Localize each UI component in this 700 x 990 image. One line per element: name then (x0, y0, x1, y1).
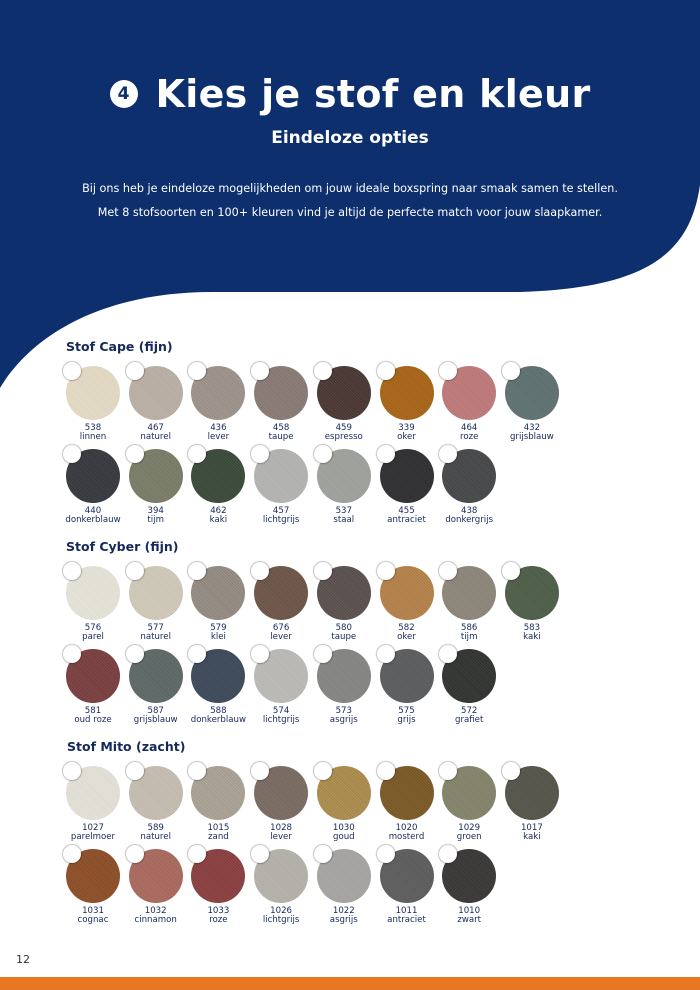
swatch-name: antraciet (387, 515, 426, 525)
fabric-swatch[interactable] (188, 766, 250, 846)
select-circle-icon[interactable] (126, 645, 144, 663)
swatch-code: 1017 (520, 823, 543, 833)
select-circle-icon[interactable] (377, 362, 395, 380)
fabric-swatch[interactable] (251, 849, 313, 929)
swatch-code: 576 (84, 623, 102, 633)
swatch-name: cinnamon (134, 915, 177, 925)
swatch-name: klei (210, 632, 226, 642)
swatch-code: 464 (460, 423, 478, 433)
swatch-code: 467 (147, 423, 164, 433)
fabric-swatch[interactable] (314, 566, 376, 646)
swatch-name: donkergrijs (445, 515, 494, 525)
select-circle-icon[interactable] (502, 562, 520, 580)
swatch-code: 1033 (207, 906, 230, 916)
select-circle-icon[interactable] (126, 362, 144, 380)
fabric-swatch[interactable] (126, 366, 188, 446)
fabric-swatch[interactable] (251, 566, 313, 646)
swatch-code: 676 (272, 623, 290, 633)
swatch-name: lichtgrijs (262, 715, 300, 725)
fabric-swatch[interactable] (188, 649, 250, 729)
fabric-swatch[interactable] (502, 366, 564, 446)
swatch-name: grijsblauw (133, 715, 178, 725)
swatch-code: 572 (460, 706, 478, 716)
select-circle-icon[interactable] (251, 362, 269, 380)
fabric-swatch[interactable] (439, 449, 501, 529)
swatch-code: 577 (147, 623, 164, 633)
swatch-name: roze (459, 432, 479, 442)
fabric-swatch[interactable] (314, 766, 376, 846)
fabric-swatch[interactable] (63, 649, 125, 729)
swatch-code: 538 (84, 423, 102, 433)
swatch-name: antraciet (387, 915, 426, 925)
fabric-swatch[interactable] (377, 649, 439, 729)
fabric-swatch[interactable] (377, 849, 439, 929)
section-title: Stof Cape (fijn) (66, 339, 173, 354)
swatch-name: parelmoer (70, 832, 116, 842)
swatch-code: 440 (84, 506, 102, 516)
select-circle-icon[interactable] (251, 645, 269, 663)
select-circle-icon[interactable] (63, 645, 81, 663)
select-circle-icon[interactable] (314, 645, 332, 663)
swatch-code: 1032 (144, 906, 167, 916)
swatch-code: 1022 (332, 906, 355, 916)
swatch-code: 587 (147, 706, 164, 716)
select-circle-icon[interactable] (377, 645, 395, 663)
swatch-name: tijm (147, 515, 164, 525)
fabric-swatch[interactable] (63, 366, 125, 446)
select-circle-icon[interactable] (314, 562, 332, 580)
select-circle-icon[interactable] (126, 845, 144, 863)
swatch-name: parel (82, 632, 104, 642)
select-circle-icon[interactable] (126, 762, 144, 780)
swatch-name: naturel (140, 432, 171, 442)
swatch-code: 582 (398, 623, 415, 633)
swatch-name: taupe (331, 632, 357, 642)
intro-text-line-1: Bij ons heb je eindeloze mogelijkheden om jouw ideale boxspring naar smaak samen te stellen. (82, 182, 618, 195)
fabric-swatch[interactable] (126, 449, 188, 529)
fabric-swatch[interactable] (188, 366, 250, 446)
select-circle-icon[interactable] (251, 445, 269, 463)
swatch-name: asgrijs (329, 715, 358, 725)
swatch-name: lever (270, 832, 292, 842)
swatch-name: kaki (209, 515, 228, 525)
select-circle-icon[interactable] (314, 445, 332, 463)
swatch-name: lever (207, 432, 230, 442)
swatch-code: 432 (523, 423, 541, 433)
swatch-name: naturel (140, 832, 171, 842)
fabric-swatch[interactable] (439, 766, 501, 846)
swatch-name: grijs (397, 715, 416, 725)
fabric-swatch[interactable] (377, 366, 439, 446)
swatch-name: zwart (457, 915, 482, 925)
swatch-code: 586 (460, 623, 478, 633)
swatch-code: 1015 (207, 823, 230, 833)
swatch-code: 339 (398, 423, 415, 433)
swatch-name: linnen (79, 432, 107, 442)
select-circle-icon[interactable] (63, 845, 81, 863)
select-circle-icon[interactable] (63, 762, 81, 780)
swatch-name: kaki (523, 832, 541, 842)
fabric-swatch[interactable] (251, 649, 313, 729)
swatch-name: oker (397, 432, 416, 442)
fabric-swatch[interactable] (126, 849, 188, 929)
swatch-name: grijsblauw (509, 432, 554, 442)
swatch-code: 394 (147, 506, 164, 516)
fabric-swatch[interactable] (377, 449, 439, 529)
swatch-code: 583 (523, 623, 541, 633)
select-circle-icon[interactable] (126, 562, 144, 580)
fabric-swatch[interactable] (377, 566, 439, 646)
swatch-name: lichtgrijs (262, 915, 300, 925)
swatch-code: 575 (398, 706, 415, 716)
swatch-name: oud roze (74, 715, 112, 725)
swatch-name: groen (456, 832, 482, 842)
fabric-swatch[interactable] (314, 849, 376, 929)
fabric-swatch[interactable] (63, 849, 125, 929)
fabric-swatch[interactable] (439, 649, 501, 729)
swatch-code: 588 (210, 706, 227, 716)
swatch-code: 1030 (332, 823, 355, 833)
swatch-code: 1010 (458, 906, 481, 916)
swatch-code: 1020 (395, 823, 418, 833)
fabric-swatch[interactable] (251, 449, 313, 529)
select-circle-icon[interactable] (502, 762, 520, 780)
swatch-code: 1027 (82, 823, 104, 833)
intro-text-line-2: Met 8 stofsoorten en 100+ kleuren vind je altijd de perfecte match voor jouw slaapkamer. (97, 206, 603, 219)
swatch-name: lichtgrijs (262, 515, 300, 525)
swatch-code: 458 (272, 423, 290, 433)
select-circle-icon[interactable] (251, 762, 269, 780)
fabric-swatch[interactable] (314, 449, 376, 529)
swatch-code: 1028 (270, 823, 293, 833)
swatch-name: oker (397, 632, 416, 642)
page-number: 12 (16, 953, 30, 966)
select-circle-icon[interactable] (126, 445, 144, 463)
swatch-code: 589 (147, 823, 164, 833)
swatch-code: 1031 (82, 906, 104, 916)
swatch-code: 573 (335, 706, 352, 716)
swatch-code: 457 (272, 506, 290, 516)
swatch-name: zand (208, 832, 229, 842)
fabric-swatch[interactable] (188, 849, 250, 929)
fabric-swatch[interactable] (251, 766, 313, 846)
fabric-swatch[interactable] (502, 766, 564, 846)
fabric-swatch[interactable] (126, 566, 188, 646)
swatch-name: espresso (324, 432, 363, 442)
fabric-swatch[interactable] (502, 566, 564, 646)
select-circle-icon[interactable] (63, 445, 81, 463)
step-number-badge: 4 (110, 80, 138, 108)
select-circle-icon[interactable] (314, 362, 332, 380)
select-circle-icon[interactable] (63, 362, 81, 380)
section-title: Stof Mito (zacht) (67, 739, 186, 754)
section-title: Stof Cyber (fijn) (66, 539, 179, 554)
select-circle-icon[interactable] (377, 845, 395, 863)
fabric-swatch[interactable] (314, 649, 376, 729)
swatch-code: 1029 (458, 823, 481, 833)
swatch-name: goud (332, 832, 355, 842)
swatch-code: 581 (84, 706, 102, 716)
swatch-name: naturel (140, 632, 171, 642)
swatch-code: 574 (272, 706, 290, 716)
swatch-name: grafiet (455, 715, 484, 725)
swatch-code: 455 (398, 506, 415, 516)
fabric-swatch[interactable] (314, 366, 376, 446)
swatch-name: asgrijs (329, 915, 358, 925)
page-subtitle: Eindeloze opties (271, 128, 429, 148)
fabric-swatch[interactable] (439, 566, 501, 646)
swatch-code: 459 (335, 423, 352, 433)
swatch-name: donkerblauw (65, 515, 121, 525)
swatch-code: 1011 (395, 906, 418, 916)
swatch-name: taupe (268, 432, 294, 442)
swatch-code: 438 (460, 506, 478, 516)
swatch-code: 1026 (270, 906, 293, 916)
fabric-swatch[interactable] (63, 566, 125, 646)
fabric-swatch[interactable] (188, 566, 250, 646)
fabric-swatch[interactable] (63, 449, 125, 529)
swatch-code: 579 (210, 623, 227, 633)
fabric-swatch[interactable] (439, 366, 501, 446)
fabric-swatch[interactable] (126, 649, 188, 729)
fabric-swatch[interactable] (188, 449, 250, 529)
swatch-name: tijm (460, 632, 478, 642)
fabric-swatch[interactable] (126, 766, 188, 846)
select-circle-icon[interactable] (377, 445, 395, 463)
select-circle-icon[interactable] (251, 562, 269, 580)
bottom-accent-bar (0, 977, 700, 990)
select-circle-icon[interactable] (251, 845, 269, 863)
title-row (0, 72, 700, 116)
select-circle-icon[interactable] (314, 845, 332, 863)
swatch-code: 580 (335, 623, 352, 633)
swatch-name: lever (270, 632, 292, 642)
fabric-swatch[interactable] (63, 766, 125, 846)
page-title: Kies je stof en kleur (155, 72, 591, 116)
select-circle-icon[interactable] (63, 562, 81, 580)
swatch-name: donkerblauw (190, 715, 246, 725)
swatch-code: 462 (210, 506, 227, 516)
swatch-name: cognac (77, 915, 109, 925)
select-circle-icon[interactable] (502, 362, 520, 380)
fabric-swatch[interactable] (439, 849, 501, 929)
swatch-name: roze (209, 915, 228, 925)
swatch-code: 436 (210, 423, 227, 433)
select-circle-icon[interactable] (377, 762, 395, 780)
select-circle-icon[interactable] (377, 562, 395, 580)
fabric-swatch[interactable] (251, 366, 313, 446)
swatch-code: 537 (335, 506, 352, 516)
swatch-name: mosterd (388, 832, 425, 842)
swatch-name: staal (333, 515, 355, 525)
swatch-name: kaki (523, 632, 541, 642)
select-circle-icon[interactable] (314, 762, 332, 780)
fabric-swatch[interactable] (377, 766, 439, 846)
